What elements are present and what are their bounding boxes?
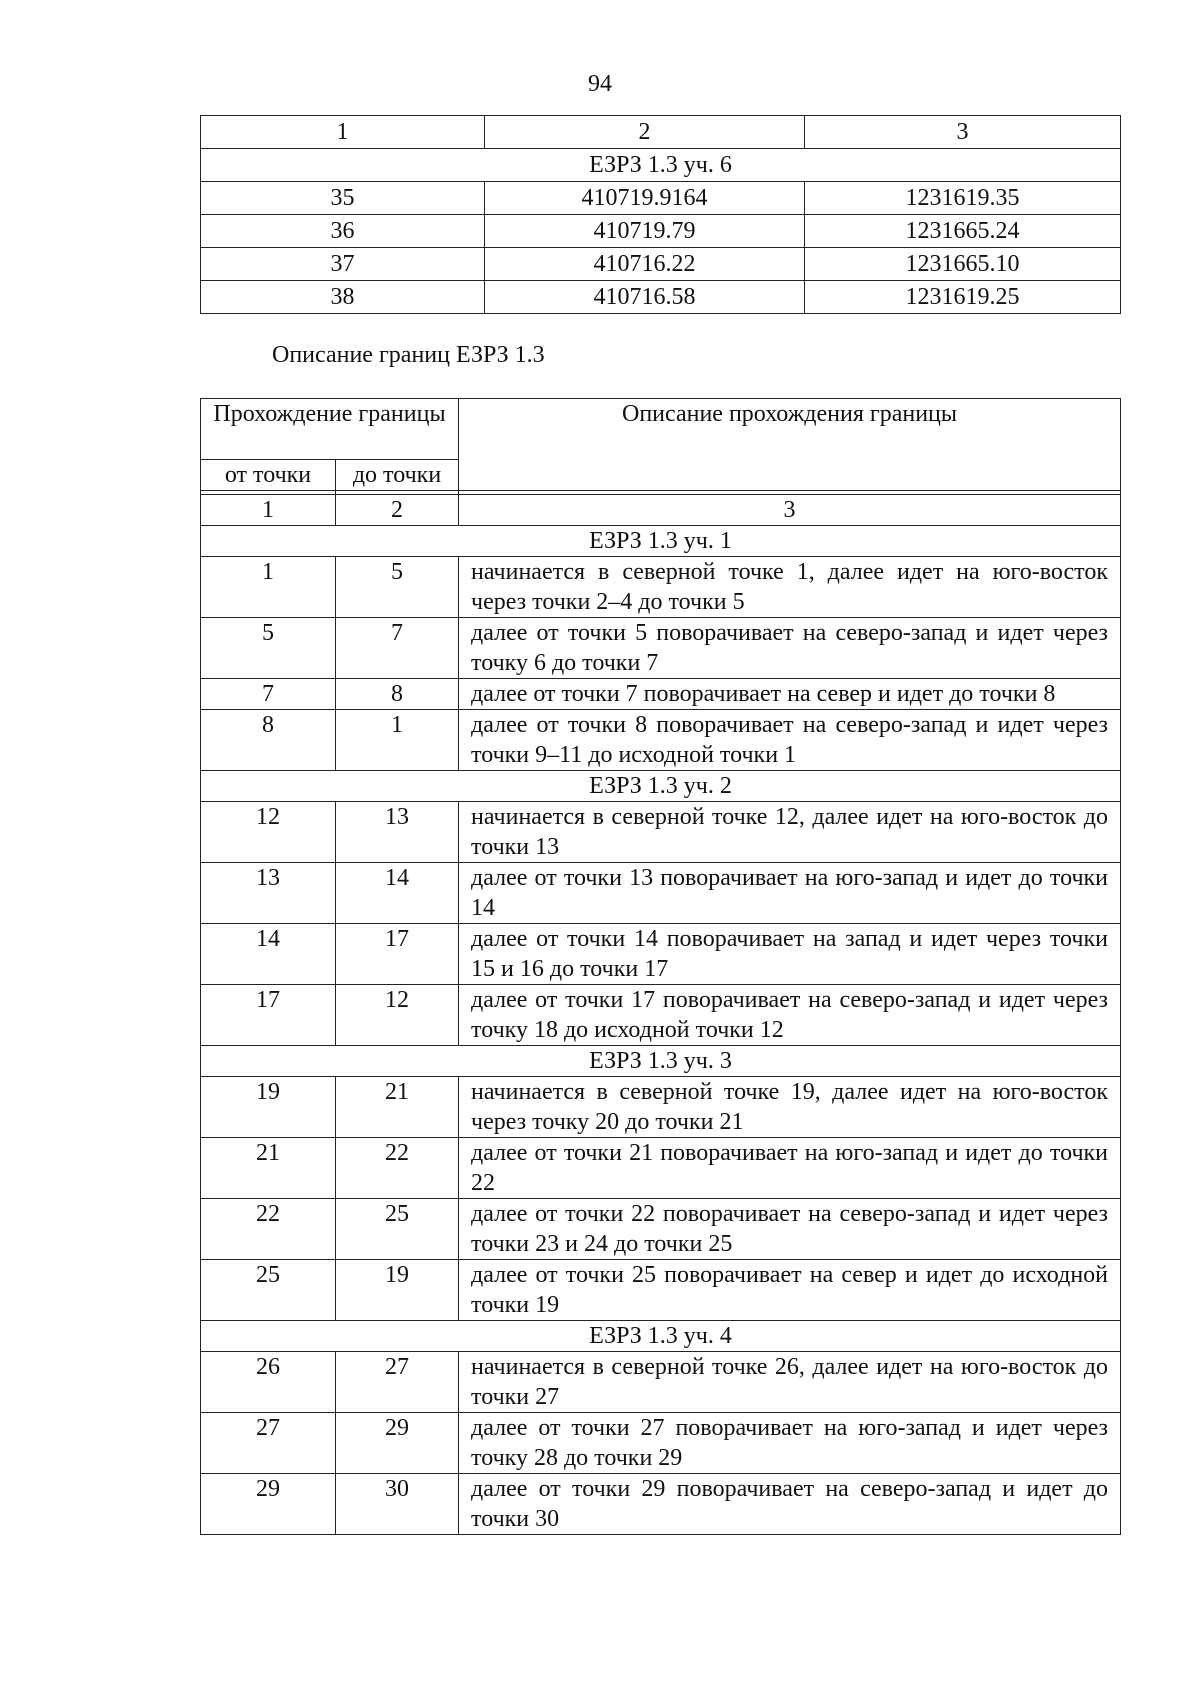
x-coordinate-cell: 410716.22 [485, 248, 805, 281]
to-point-header: до точки [336, 460, 459, 491]
column-number: 3 [459, 495, 1121, 526]
to-point-cell: 29 [336, 1413, 459, 1474]
description-cell: далее от точки 5 поворачивает на северо-запад и идет через точку 6 до точки 7 [459, 618, 1121, 679]
to-point-cell: 17 [336, 924, 459, 985]
table-row [201, 1077, 1121, 1138]
from-point-cell: 14 [201, 924, 336, 985]
from-point-cell: 13 [201, 863, 336, 924]
description-cell: далее от точки 8 поворачивает на северо-запад и идет через точки 9–11 до исходной точки 1 [459, 710, 1121, 771]
page-number: 94 [588, 71, 612, 97]
to-point-cell: 13 [336, 802, 459, 863]
to-point-cell: 5 [336, 557, 459, 618]
table-row [201, 281, 1121, 314]
table-row [201, 679, 1121, 710]
description-cell: далее от точки 27 поворачивает на юго-запад и идет через точку 28 до точки 29 [459, 1413, 1121, 1474]
table-row [201, 924, 1121, 985]
section-row [201, 771, 1121, 802]
from-point-cell: 26 [201, 1352, 336, 1413]
to-point-cell: 1 [336, 710, 459, 771]
from-point-cell: 1 [201, 557, 336, 618]
from-point-cell: 8 [201, 710, 336, 771]
section-row [201, 526, 1121, 557]
table-row [201, 1352, 1121, 1413]
table-row [201, 1474, 1121, 1535]
from-point-cell: 5 [201, 618, 336, 679]
point-number-cell: 37 [201, 248, 485, 281]
description-title: Описание границ ЕЗРЗ 1.3 [272, 342, 545, 368]
coordinates-table [200, 115, 1121, 314]
table-row [201, 1138, 1121, 1199]
table-row [201, 182, 1121, 215]
to-point-cell: 14 [336, 863, 459, 924]
y-coordinate-cell: 1231665.10 [805, 248, 1121, 281]
table-row [201, 710, 1121, 771]
section-title: ЕЗРЗ 1.3 уч. 4 [201, 1321, 1121, 1352]
description-cell: далее от точки 17 поворачивает на северо-запад и идет через точку 18 до исходной точки 12 [459, 985, 1121, 1046]
from-point-cell: 27 [201, 1413, 336, 1474]
column-number: 1 [201, 495, 336, 526]
table-row [201, 802, 1121, 863]
table-row [201, 618, 1121, 679]
description-cell: начинается в северной точке 19, далее идет на юго-восток через точку 20 до точки 21 [459, 1077, 1121, 1138]
table-row [201, 863, 1121, 924]
table-row [201, 248, 1121, 281]
section-title: ЕЗРЗ 1.3 уч. 1 [201, 526, 1121, 557]
y-coordinate-cell: 1231665.24 [805, 215, 1121, 248]
point-number-cell: 36 [201, 215, 485, 248]
point-number-cell: 35 [201, 182, 485, 215]
description-cell: начинается в северной точке 12, далее идет на юго-восток до точки 13 [459, 802, 1121, 863]
description-header: Описание прохождения границы [459, 399, 1121, 491]
to-point-cell: 27 [336, 1352, 459, 1413]
to-point-cell: 30 [336, 1474, 459, 1535]
description-cell: начинается в северной точке 1, далее идет на юго-восток через точки 2–4 до точки 5 [459, 557, 1121, 618]
to-point-cell: 19 [336, 1260, 459, 1321]
section-title: ЕЗРЗ 1.3 уч. 3 [201, 1046, 1121, 1077]
to-point-cell: 22 [336, 1138, 459, 1199]
column-numbers-row [201, 495, 1121, 526]
from-point-cell: 12 [201, 802, 336, 863]
description-cell: далее от точки 22 поворачивает на северо-запад и идет через точки 23 и 24 до точки 25 [459, 1199, 1121, 1260]
from-point-cell: 7 [201, 679, 336, 710]
to-point-cell: 21 [336, 1077, 459, 1138]
table-row [201, 985, 1121, 1046]
description-cell: далее от точки 7 поворачивает на север и идет до точки 8 [459, 679, 1121, 710]
x-coordinate-cell: 410716.58 [485, 281, 805, 314]
column-number: 2 [336, 495, 459, 526]
description-cell: далее от точки 25 поворачивает на север и идет до исходной точки 19 [459, 1260, 1121, 1321]
from-point-cell: 29 [201, 1474, 336, 1535]
boundary-description-table [200, 398, 1121, 1535]
column-number: 2 [485, 116, 805, 149]
section-row [201, 1046, 1121, 1077]
description-cell: далее от точки 21 поворачивает на юго-запад и идет до точки 22 [459, 1138, 1121, 1199]
table-row [201, 1413, 1121, 1474]
description-cell: далее от точки 13 поворачивает на юго-запад и идет до точки 14 [459, 863, 1121, 924]
table-row [201, 215, 1121, 248]
table-row [201, 1199, 1121, 1260]
from-point-header: от точки [201, 460, 336, 491]
section-row [201, 149, 1121, 182]
to-point-cell: 25 [336, 1199, 459, 1260]
y-coordinate-cell: 1231619.25 [805, 281, 1121, 314]
to-point-cell: 8 [336, 679, 459, 710]
description-cell: далее от точки 14 поворачивает на запад и идет через точки 15 и 16 до точки 17 [459, 924, 1121, 985]
from-point-cell: 25 [201, 1260, 336, 1321]
table-header-row [201, 116, 1121, 149]
column-number: 1 [201, 116, 485, 149]
table-row [201, 1260, 1121, 1321]
from-point-cell: 22 [201, 1199, 336, 1260]
column-number: 3 [805, 116, 1121, 149]
y-coordinate-cell: 1231619.35 [805, 182, 1121, 215]
to-point-cell: 12 [336, 985, 459, 1046]
passage-header: Прохождение границы [201, 399, 459, 460]
to-point-cell: 7 [336, 618, 459, 679]
section-title: ЕЗРЗ 1.3 уч. 6 [201, 149, 1121, 182]
from-point-cell: 21 [201, 1138, 336, 1199]
section-title: ЕЗРЗ 1.3 уч. 2 [201, 771, 1121, 802]
x-coordinate-cell: 410719.79 [485, 215, 805, 248]
description-cell: начинается в северной точке 26, далее идет на юго-восток до точки 27 [459, 1352, 1121, 1413]
point-number-cell: 38 [201, 281, 485, 314]
table-header-row [201, 399, 1121, 460]
description-cell: далее от точки 29 поворачивает на северо-запад и идет до точки 30 [459, 1474, 1121, 1535]
from-point-cell: 17 [201, 985, 336, 1046]
section-row [201, 1321, 1121, 1352]
table-row [201, 557, 1121, 618]
from-point-cell: 19 [201, 1077, 336, 1138]
x-coordinate-cell: 410719.9164 [485, 182, 805, 215]
